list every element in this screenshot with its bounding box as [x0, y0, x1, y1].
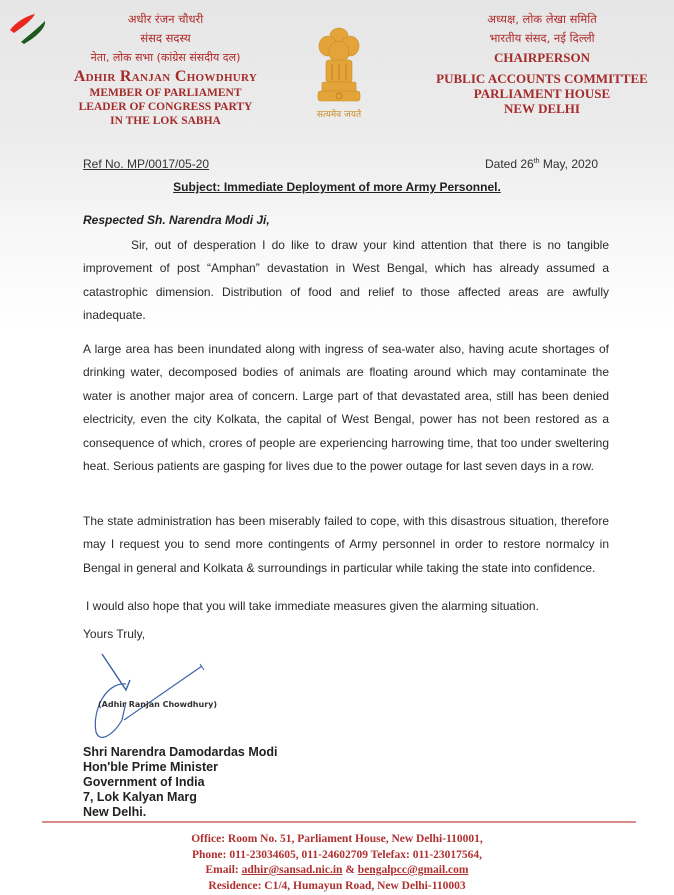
national-emblem	[308, 24, 370, 120]
email-separator: &	[342, 864, 358, 876]
addressee-title: Hon'ble Prime Minister	[83, 760, 218, 774]
paragraph-3: The state administration has been miserably failed to cope, with this disastrous situation, therefore may I request you to send more contingents of Army personnel in order to restore normalcy in Bengal in general and Kolkata & surroundings in particular while taking the state into confidence.	[83, 514, 609, 575]
footer-residence: Residence: C1/4, Humayun Road, New Delhi-110003	[208, 879, 466, 892]
hindi-chair: अध्यक्ष, लोक लेखा समिति	[487, 12, 597, 26]
footer-phone: Phone: 011-23034605, 011-24602709 Telefax: 011-23017564,	[191, 848, 483, 861]
paragraph-4: I would also hope that you will take immediate measures given the alarming situation.	[86, 599, 539, 613]
chairperson-title: CHAIRPERSON	[493, 50, 591, 65]
committee-line3: NEW DELHI	[504, 101, 580, 116]
email-link-2[interactable]: bengalpcc@gmail.com	[357, 864, 469, 876]
sender-line2: LEADER OF CONGRESS PARTY	[78, 101, 253, 113]
closing: Yours Truly,	[83, 627, 146, 641]
hindi-parliament: भारतीय संसद, नई दिल्ली	[489, 31, 595, 45]
date-month-year: May, 2020	[539, 157, 599, 171]
letterhead-right	[432, 10, 652, 116]
letter-date	[485, 157, 598, 171]
paragraph-2: A large area has been inundated along with ingress of sea-water also, having acute shortages of drinking water, decomposed bodies of animals are floating around which may contaminate the water is another major area of concern. Large part of that devastated area, still has been denied electricity, even the city Kolkata, the capital of West Bengal, power has not been restored as a consequence of which, crores of people are experiencing harrowing time, that too under sweltering heat. Serious patients are gasping for lives due to the power outage for last seven days in a row.	[83, 342, 609, 474]
email-link-1[interactable]: adhir@sansad.nic.in	[241, 864, 343, 876]
salutation: Respected Sh. Narendra Modi Ji,	[83, 213, 270, 227]
congress-flag-icon	[4, 6, 48, 46]
hindi-role: नेता, लोक सभा (कांग्रेस संसदीय दल)	[90, 51, 241, 64]
sender-name: Adhir Ranjan Chowdhury	[73, 68, 258, 85]
footer-contact	[0, 832, 674, 894]
flag-saffron-stroke	[10, 14, 35, 33]
addressee-street: 7, Lok Kalyan Marg	[83, 790, 197, 804]
footer-divider	[42, 821, 636, 823]
national-emblem-icon	[308, 24, 370, 104]
email-label: Email:	[205, 864, 242, 876]
paragraph-1-text: Sir, out of desperation I do like to draw your kind attention that there is no tangible improvement of post “Amphan” devastation in West Bengal, which has already assumed a catastrophic dimension. Distribution of food and relief to those affected areas are awfully inadequate.	[83, 238, 609, 323]
hindi-title: संसद सदस्य	[140, 31, 191, 45]
addressee-org: Government of India	[83, 775, 205, 789]
sender-line3: IN THE LOK SABHA	[110, 115, 221, 127]
letterhead-left	[58, 10, 273, 128]
addressee-name: Shri Narendra Damodardas Modi	[83, 745, 278, 759]
paragraph-1	[83, 234, 609, 328]
signature-name: (Adhir Ranjan Chowdhury)	[98, 700, 218, 709]
footer-office: Office: Room No. 51, Parliament House, New Delhi-110001,	[191, 833, 483, 845]
reference-number: Ref No. MP/0017/05-20	[83, 157, 210, 171]
sender-line1: MEMBER OF PARLIAMENT	[89, 87, 242, 99]
committee-line1: PUBLIC ACCOUNTS COMMITTEE	[436, 71, 648, 86]
addressee-city: New Delhi.	[83, 805, 147, 819]
committee-line2: PARLIAMENT HOUSE	[473, 86, 611, 101]
emblem-motto: सत्यमेव जयते	[316, 110, 362, 120]
date-ordinal: th	[533, 158, 540, 165]
subject-line: Subject: Immediate Deployment of more Army Personnel.	[173, 180, 501, 194]
hindi-name: अधीर रंजन चौधरी	[127, 12, 204, 26]
footer-email	[0, 863, 674, 879]
addressee-block	[83, 745, 278, 820]
date-day: Dated 26	[485, 157, 534, 171]
signature-icon	[86, 650, 236, 745]
